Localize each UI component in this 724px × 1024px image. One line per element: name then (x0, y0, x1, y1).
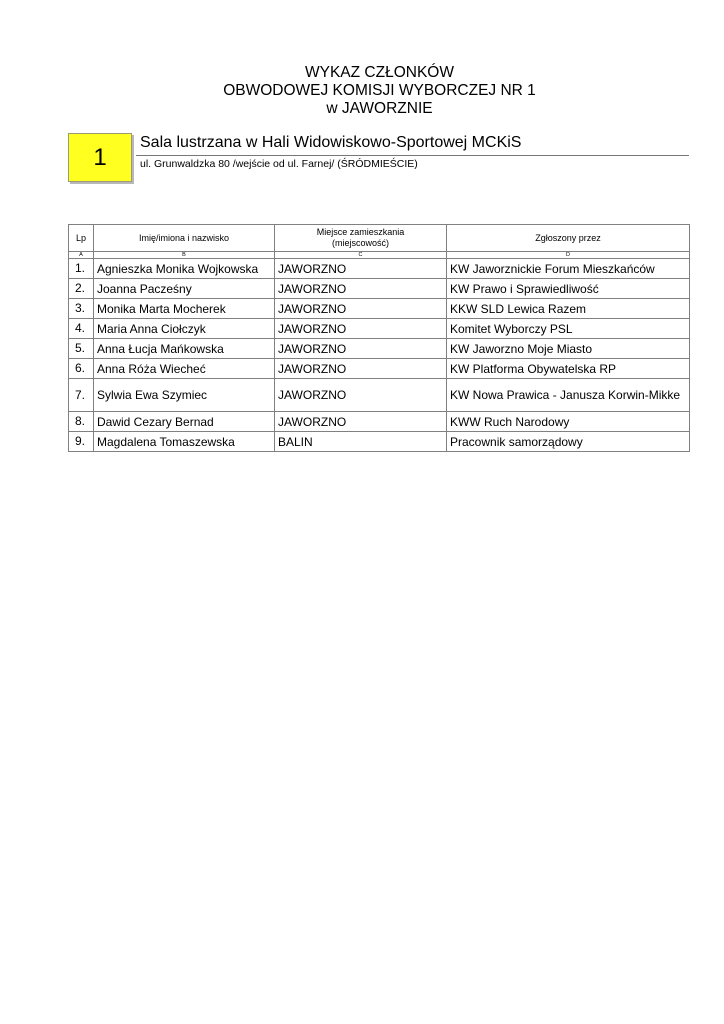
row-submitted-by: KKW SLD Lewica Razem (447, 299, 690, 319)
row-lp: 5. (69, 339, 94, 359)
row-name: Anna Łucja Mańkowska (94, 339, 275, 359)
row-lp: 7. (69, 379, 94, 412)
row-name: Magdalena Tomaszewska (94, 432, 275, 452)
header-lp: Lp (69, 225, 94, 252)
row-submitted-by: KW Nowa Prawica - Janusza Korwin-Mikke (447, 379, 690, 412)
row-name: Joanna Pacześny (94, 279, 275, 299)
table-row (69, 339, 690, 359)
row-residence: JAWORZNO (275, 279, 447, 299)
table-row (69, 319, 690, 339)
title-line-1: WYKAZ CZŁONKÓW (305, 64, 454, 81)
column-letters-row (69, 252, 690, 259)
row-name: Agnieszka Monika Wojkowska (94, 259, 275, 279)
row-lp: 2. (69, 279, 94, 299)
table-row (69, 279, 690, 299)
row-residence: JAWORZNO (275, 319, 447, 339)
column-letter-c: C (275, 252, 447, 259)
row-submitted-by: Pracownik samorządowy (447, 432, 690, 452)
row-residence: JAWORZNO (275, 299, 447, 319)
table-row (69, 379, 690, 412)
row-residence: JAWORZNO (275, 259, 447, 279)
table-header-row (69, 225, 690, 252)
row-name: Maria Anna Ciołczyk (94, 319, 275, 339)
column-letter-b: B (94, 252, 275, 259)
document-title (0, 64, 724, 118)
table-row (69, 259, 690, 279)
header-residence (275, 225, 447, 252)
members-table (68, 224, 690, 452)
table-row (69, 359, 690, 379)
row-submitted-by: KW Jaworzno Moje Miasto (447, 339, 690, 359)
row-lp: 8. (69, 412, 94, 432)
title-line-2: OBWODOWEJ KOMISJI WYBORCZEJ NR 1 (223, 82, 536, 99)
table-row (69, 412, 690, 432)
row-residence: JAWORZNO (275, 412, 447, 432)
row-lp: 3. (69, 299, 94, 319)
row-residence: JAWORZNO (275, 339, 447, 359)
row-name: Dawid Cezary Bernad (94, 412, 275, 432)
header-residence-line2: (miejscowość) (331, 238, 389, 248)
row-lp: 1. (69, 259, 94, 279)
column-letter-a: A (69, 252, 94, 259)
row-name: Sylwia Ewa Szymiec (94, 379, 275, 412)
venue-name: Sala lustrzana w Hali Widowiskowo-Sportowej MCKiS (140, 134, 522, 151)
row-lp: 6. (69, 359, 94, 379)
row-submitted-by: KW Prawo i Sprawiedliwość (447, 279, 690, 299)
row-submitted-by: KW Jaworznickie Forum Mieszkańców (447, 259, 690, 279)
row-name: Anna Róża Wiecheć (94, 359, 275, 379)
row-submitted-by: KW Platforma Obywatelska RP (447, 359, 690, 379)
row-residence: JAWORZNO (275, 359, 447, 379)
row-residence: JAWORZNO (275, 379, 447, 412)
header-name: Imię/imiona i nazwisko (94, 225, 275, 252)
district-number-badge: 1 (68, 133, 132, 182)
column-letter-d: D (447, 252, 690, 259)
header-submitted-by: Zgłoszony przez (447, 225, 690, 252)
venue-divider (136, 155, 689, 156)
venue-address: ul. Grunwaldzka 80 /wejście od ul. Farnej/ (ŚRÓDMIEŚCIE) (140, 158, 418, 170)
header-residence-line1: Miejsce zamieszkania (316, 227, 405, 237)
table-row (69, 299, 690, 319)
table-row (69, 432, 690, 452)
row-residence: BALIN (275, 432, 447, 452)
row-lp: 9. (69, 432, 94, 452)
row-lp: 4. (69, 319, 94, 339)
row-name: Monika Marta Mocherek (94, 299, 275, 319)
row-submitted-by: Komitet Wyborczy PSL (447, 319, 690, 339)
title-line-3: w JAWORZNIE (326, 100, 433, 117)
row-submitted-by: KWW Ruch Narodowy (447, 412, 690, 432)
